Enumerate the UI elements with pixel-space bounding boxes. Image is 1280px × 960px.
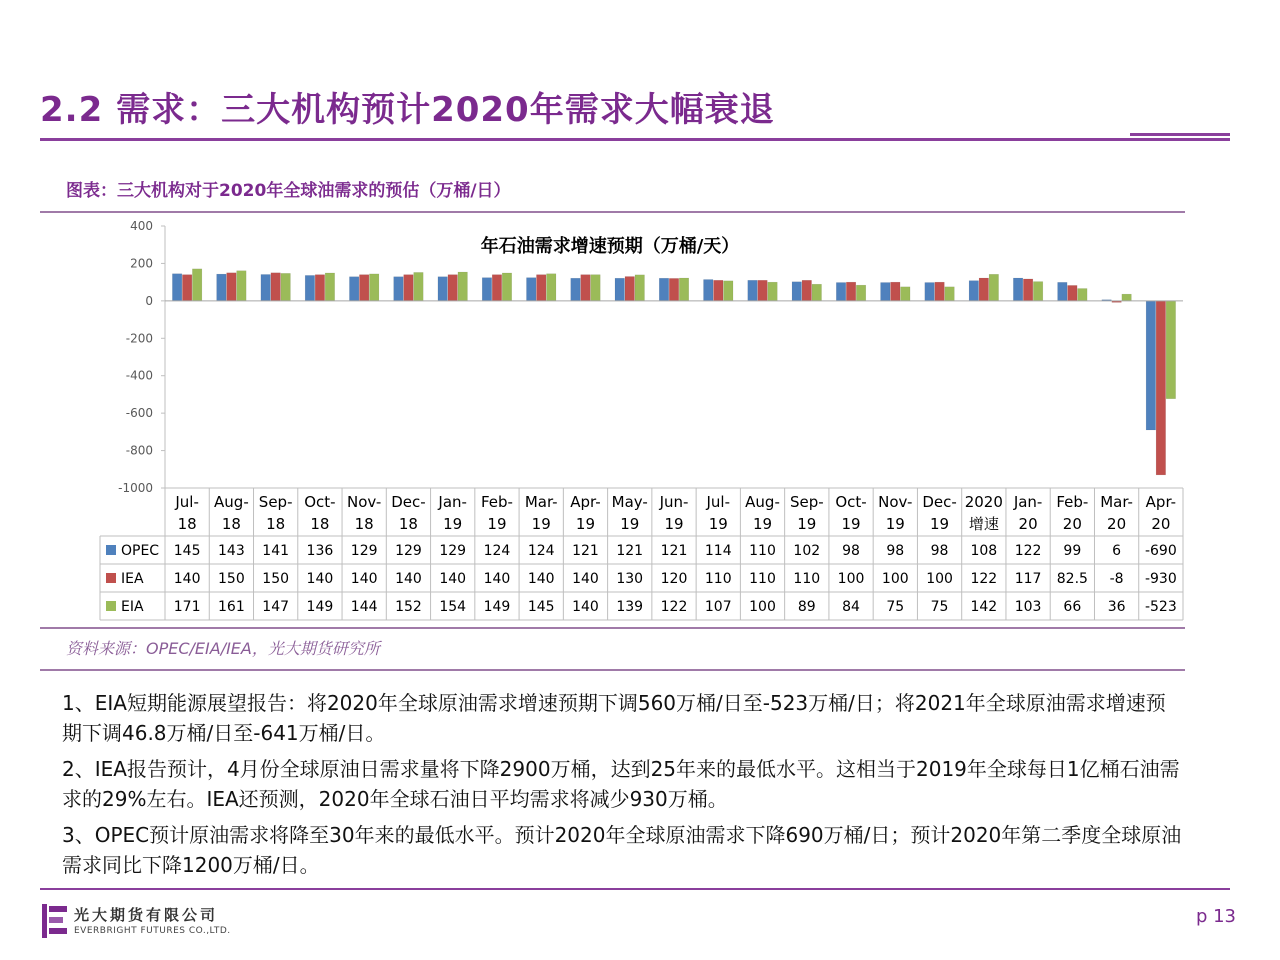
bar-opec [969,281,979,301]
bar-iea [315,275,325,301]
data-label: 121 [660,543,688,559]
bar-eia [1033,282,1043,301]
data-label: 75 [886,599,905,615]
bar-iea [891,282,901,301]
data-label: 140 [483,571,511,587]
data-label: 122 [1014,543,1042,559]
bar-iea [271,273,281,301]
legend-key-iea [106,573,116,583]
data-label: 124 [483,543,511,559]
bar-eia [635,275,645,301]
data-label: 100 [837,571,865,587]
category-label: 19 [664,515,684,533]
data-label: 100 [749,599,776,615]
legend-key-eia [106,601,116,611]
bar-iea [625,277,635,301]
page-number: p 13 [1195,906,1236,927]
data-label: 82.5 [1056,571,1088,587]
data-label: 149 [306,599,334,615]
bar-eia [1122,294,1132,301]
bar-iea [359,275,369,301]
category-label: 20 [1107,515,1127,533]
data-label: 136 [306,543,334,559]
legend-label: EIA [121,599,144,615]
data-label: 121 [616,543,644,559]
category-label: 18 [266,515,286,533]
category-label: Oct- [304,493,336,511]
bar-opec [1146,301,1156,430]
bar-eia [192,269,202,301]
data-label: 141 [262,543,290,559]
source-divider [40,669,1185,671]
category-label: 20 [1151,515,1171,533]
category-label: 19 [443,515,463,533]
bar-opec [349,277,359,301]
data-label: 130 [616,571,644,587]
company-name-en: EVERBRIGHT FUTURES CO.,LTD. [74,926,231,936]
category-label: Aug- [745,493,780,511]
bar-iea [802,280,812,301]
data-label: 100 [881,571,909,587]
data-label: 154 [439,599,467,615]
data-label: 84 [842,599,860,615]
y-tick-label: -1000 [118,481,153,495]
bar-iea [492,275,502,301]
bar-opec [172,274,182,301]
data-label: 145 [527,599,555,615]
bar-eia [237,271,247,301]
everbright-logo-icon [40,902,70,940]
source-note: 资料来源：OPEC/EIA/IEA，光大期货研究所 [66,639,380,658]
category-label: 19 [708,515,728,533]
bar-eia [369,274,379,301]
bar-iea [404,275,414,301]
bar-opec [792,282,802,301]
category-label: 19 [531,515,551,533]
data-label: 117 [1014,571,1042,587]
data-label: 107 [704,599,732,615]
bar-iea [935,282,945,301]
category-label: 19 [620,515,640,533]
category-label: Sep- [789,493,824,511]
category-label: Nov- [878,493,913,511]
category-label: Dec- [391,493,426,511]
bar-opec [217,274,227,301]
data-label: 144 [350,599,378,615]
data-label: 143 [218,543,245,559]
category-label: 19 [797,515,817,533]
bar-eia [1078,289,1088,301]
category-label: Mar- [1100,493,1133,511]
data-label: 66 [1063,599,1082,615]
data-label: 89 [797,599,816,615]
data-label: 140 [527,571,555,587]
category-label: Nov- [347,493,382,511]
y-tick-label: 200 [130,256,153,271]
bar-eia [1166,301,1176,399]
bar-eia [591,275,601,301]
data-label: 140 [306,571,334,587]
bar-opec [615,278,625,301]
bar-iea [714,280,724,301]
company-name-cn: 光大期货有限公司 [74,906,219,924]
category-label: Feb- [1056,493,1089,511]
bar-eia [768,282,778,301]
data-label: 98 [886,543,905,559]
legend-key-opec [106,545,116,555]
bar-opec [438,277,448,301]
category-label: Jun- [659,493,689,511]
figure-caption: 图表：三大机构对于2020年全球油需求的预估（万桶/日） [66,181,511,201]
data-label: 120 [660,571,688,587]
bar-iea [979,278,989,301]
bar-eia [812,284,822,301]
bar-opec [659,278,669,301]
data-label: 108 [970,543,998,559]
y-tick-label: -800 [125,443,153,458]
data-label: 103 [1014,599,1042,615]
data-label: 114 [704,543,732,559]
category-label: 18 [310,515,330,533]
bar-iea [536,275,546,301]
chart-title: 年石油需求增速预期（万桶/天） [480,236,740,257]
category-label: Apr- [1145,493,1177,511]
data-label: 36 [1107,599,1126,615]
bar-opec [261,274,271,300]
category-label: 18 [398,515,418,533]
data-label: 140 [572,599,599,615]
data-label: 140 [350,571,378,587]
category-label: 18 [221,515,241,533]
category-label: Jan- [1013,493,1043,511]
data-label: 110 [749,571,776,587]
category-label: 增速 [968,515,999,533]
bar-opec [881,283,891,301]
paragraph-eia: 1、EIA短期能源展望报告：将2020年全球原油需求增速预期下调560万桶/日至-523万桶/日；将2021年全球原油需求增速预期下调46.8万桶/日至-641万桶/日。 [62,691,1166,745]
data-label: -930 [1144,571,1177,587]
bar-eia [856,285,866,301]
category-label: 19 [487,515,507,533]
bar-opec [836,283,846,301]
category-label: Dec- [922,493,957,511]
bar-iea [1023,279,1032,301]
legend-label: IEA [121,571,144,587]
category-label: 19 [841,515,861,533]
bar-iea [758,280,768,301]
data-label: 110 [793,571,821,587]
data-label: 129 [439,543,467,559]
data-label: 140 [572,571,599,587]
bar-eia [945,287,955,301]
bar-eia [546,274,556,301]
category-label: Sep- [258,493,293,511]
bar-iea [182,275,192,301]
data-label: 129 [350,543,378,559]
bar-eia [414,272,424,300]
bar-iea [1068,285,1078,300]
category-label: 18 [354,515,374,533]
data-label: 152 [395,599,422,615]
data-label: 171 [173,599,201,615]
data-label: 147 [262,599,290,615]
bar-eia [458,272,468,301]
bar-iea [846,282,856,301]
data-label: 149 [483,599,511,615]
bar-iea [669,278,679,300]
data-label: 102 [793,543,821,559]
bar-iea [581,275,591,301]
bar-eia [989,274,999,301]
data-label: 140 [173,571,201,587]
data-label: 139 [616,599,644,615]
category-label: Jul- [175,493,199,511]
bar-eia [281,273,291,301]
data-label: 110 [704,571,732,587]
data-label: 150 [218,571,245,587]
category-label: 19 [930,515,950,533]
bar-eia [325,273,335,301]
bar-opec [704,280,714,301]
data-label: 145 [173,543,201,559]
category-label: Jul- [706,493,731,511]
category-label: May- [611,493,648,511]
paragraph-opec: 3、OPEC预计原油需求将降至30年来的最低水平。预计2020年全球原油需求下降690万桶/日；预计2020年第二季度全球原油需求同比下降1200万桶/日。 [62,823,1182,877]
data-label: 100 [926,571,953,587]
y-tick-label: -200 [125,331,153,346]
bar-opec [305,275,315,300]
data-label: 140 [439,571,467,587]
y-tick-label: -400 [125,368,153,383]
bar-opec [1013,278,1023,301]
data-label: 6 [1112,543,1122,559]
data-label: 161 [218,599,245,615]
data-label: 142 [970,599,998,615]
bar-iea [227,273,237,301]
chart-bottom-divider [40,627,1185,629]
bar-opec [394,277,404,301]
data-label: 110 [749,543,776,559]
category-label: 18 [177,515,197,533]
bar-opec [526,278,536,301]
bar-iea [1156,301,1166,475]
category-label: Oct- [835,493,867,511]
y-tick-label: 400 [130,219,153,233]
data-label: 122 [970,571,998,587]
data-label: -8 [1109,571,1124,587]
bar-iea [448,275,458,301]
data-label: -523 [1144,599,1177,615]
category-label: 19 [752,515,773,533]
category-label: 19 [885,515,905,533]
data-label: 150 [262,571,290,587]
data-label: 121 [572,543,599,559]
bar-eia [679,278,689,301]
footer-divider [40,888,1230,890]
data-label: 98 [842,543,860,559]
bar-opec [1058,282,1068,301]
bar-eia [502,273,512,301]
bar-eia [724,281,734,301]
category-label: Jan- [438,493,467,511]
data-label: 98 [930,543,949,559]
y-tick-label: -600 [125,406,153,421]
paragraph-iea: 2、IEA报告预计，4月份全球原油日需求量将下降2900万桶，达到25年来的最低水平。这相当于2019年全球每日1亿桶石油需求的29%左右。IEA还预测，2020年全球石油日平均需求将减少930万桶。 [62,757,1180,811]
bar-opec [482,278,492,301]
data-label: 99 [1063,543,1082,559]
data-label: 75 [930,599,949,615]
bar-opec [571,278,581,301]
data-label: 140 [395,571,422,587]
data-label: 129 [395,543,422,559]
bar-eia [901,287,911,301]
page-title: 2.2 需求：三大机构预计2020年需求大幅衰退 [40,90,775,130]
category-label: Aug- [214,493,249,511]
data-label: 124 [527,543,555,559]
category-label: 19 [575,515,596,533]
y-tick-label: 0 [145,293,153,308]
category-label: 20 [1062,515,1082,533]
data-label: 122 [660,599,688,615]
company-logo [40,902,240,942]
legend-label: OPEC [121,543,160,559]
category-label: Apr- [570,493,601,511]
category-label: Mar- [524,493,558,511]
category-label: 20 [1018,515,1038,533]
bar-opec [925,283,935,301]
category-label: 2020 [964,493,1003,511]
bar-opec [748,280,758,301]
category-label: Feb- [480,493,513,511]
data-label: -690 [1144,543,1177,559]
